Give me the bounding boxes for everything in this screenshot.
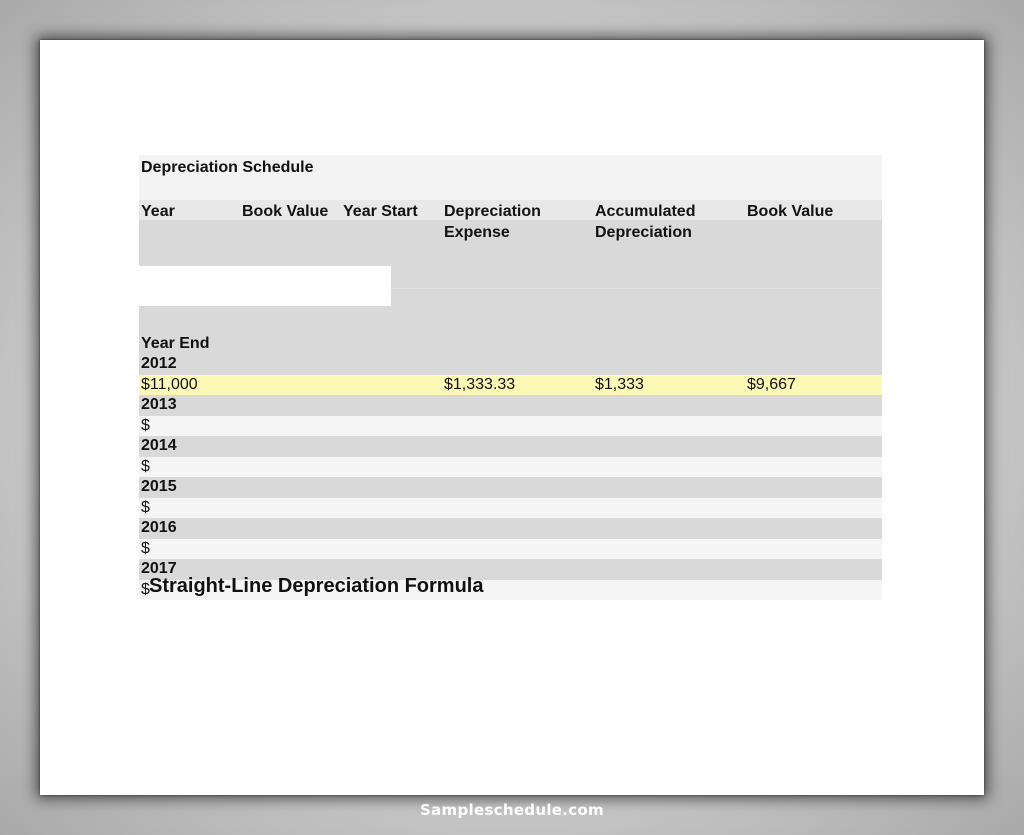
col-header-depreciation-expense-line1: Depreciation bbox=[444, 203, 541, 220]
year-cell: 2012 bbox=[141, 355, 177, 372]
table-header bbox=[139, 200, 882, 306]
book-value-cell: $ bbox=[141, 539, 150, 557]
book-value-cell: $ bbox=[141, 416, 150, 434]
header-divider bbox=[391, 288, 882, 289]
depreciation-schedule-table bbox=[139, 155, 882, 600]
table-row-values bbox=[139, 375, 882, 396]
table-row-values bbox=[139, 498, 882, 519]
col-header-year: Year bbox=[141, 203, 175, 220]
year-end-row bbox=[139, 306, 882, 354]
year-cell: 2016 bbox=[141, 519, 177, 536]
col-header-depreciation-expense-line2: Expense bbox=[444, 224, 510, 241]
book-value-cell: $ bbox=[141, 580, 150, 598]
year-cell: 2017 bbox=[141, 560, 177, 577]
table-row-year bbox=[139, 436, 882, 457]
col-header-accumulated-depreciation-line2: Depreciation bbox=[595, 224, 692, 241]
table-title-row bbox=[139, 155, 882, 200]
table-row-values bbox=[139, 416, 882, 437]
book-value-cell: $ bbox=[141, 457, 150, 475]
table-row-year bbox=[139, 395, 882, 416]
book-value-end-cell: $9,667 bbox=[747, 375, 796, 393]
book-value-cell: $11,000 bbox=[141, 375, 198, 393]
col-header-year-start: Year Start bbox=[343, 203, 418, 220]
col-header-book-value-end: Book Value bbox=[747, 203, 834, 220]
site-watermark: Sampleschedule.com bbox=[420, 801, 604, 819]
year-end-label: Year End bbox=[141, 335, 210, 352]
year-cell: 2014 bbox=[141, 437, 177, 454]
year-cell: 2013 bbox=[141, 396, 177, 413]
table-row-year bbox=[139, 354, 882, 375]
depreciation-expense-cell: $1,333.33 bbox=[444, 375, 516, 393]
header-blank-cell bbox=[139, 266, 391, 309]
table-row-year bbox=[139, 518, 882, 539]
table-row-values bbox=[139, 457, 882, 478]
table-row-year bbox=[139, 477, 882, 498]
formula-heading: Straight-Line Depreciation Formula bbox=[149, 575, 484, 597]
table-row-values bbox=[139, 539, 882, 560]
table-title: Depreciation Schedule bbox=[141, 159, 314, 176]
col-header-book-value: Book Value bbox=[242, 203, 329, 220]
year-cell: 2015 bbox=[141, 478, 177, 495]
col-header-accumulated-depreciation-line1: Accumulated bbox=[595, 203, 696, 220]
book-value-cell: $ bbox=[141, 498, 150, 516]
accumulated-depreciation-cell: $1,333 bbox=[595, 375, 644, 393]
